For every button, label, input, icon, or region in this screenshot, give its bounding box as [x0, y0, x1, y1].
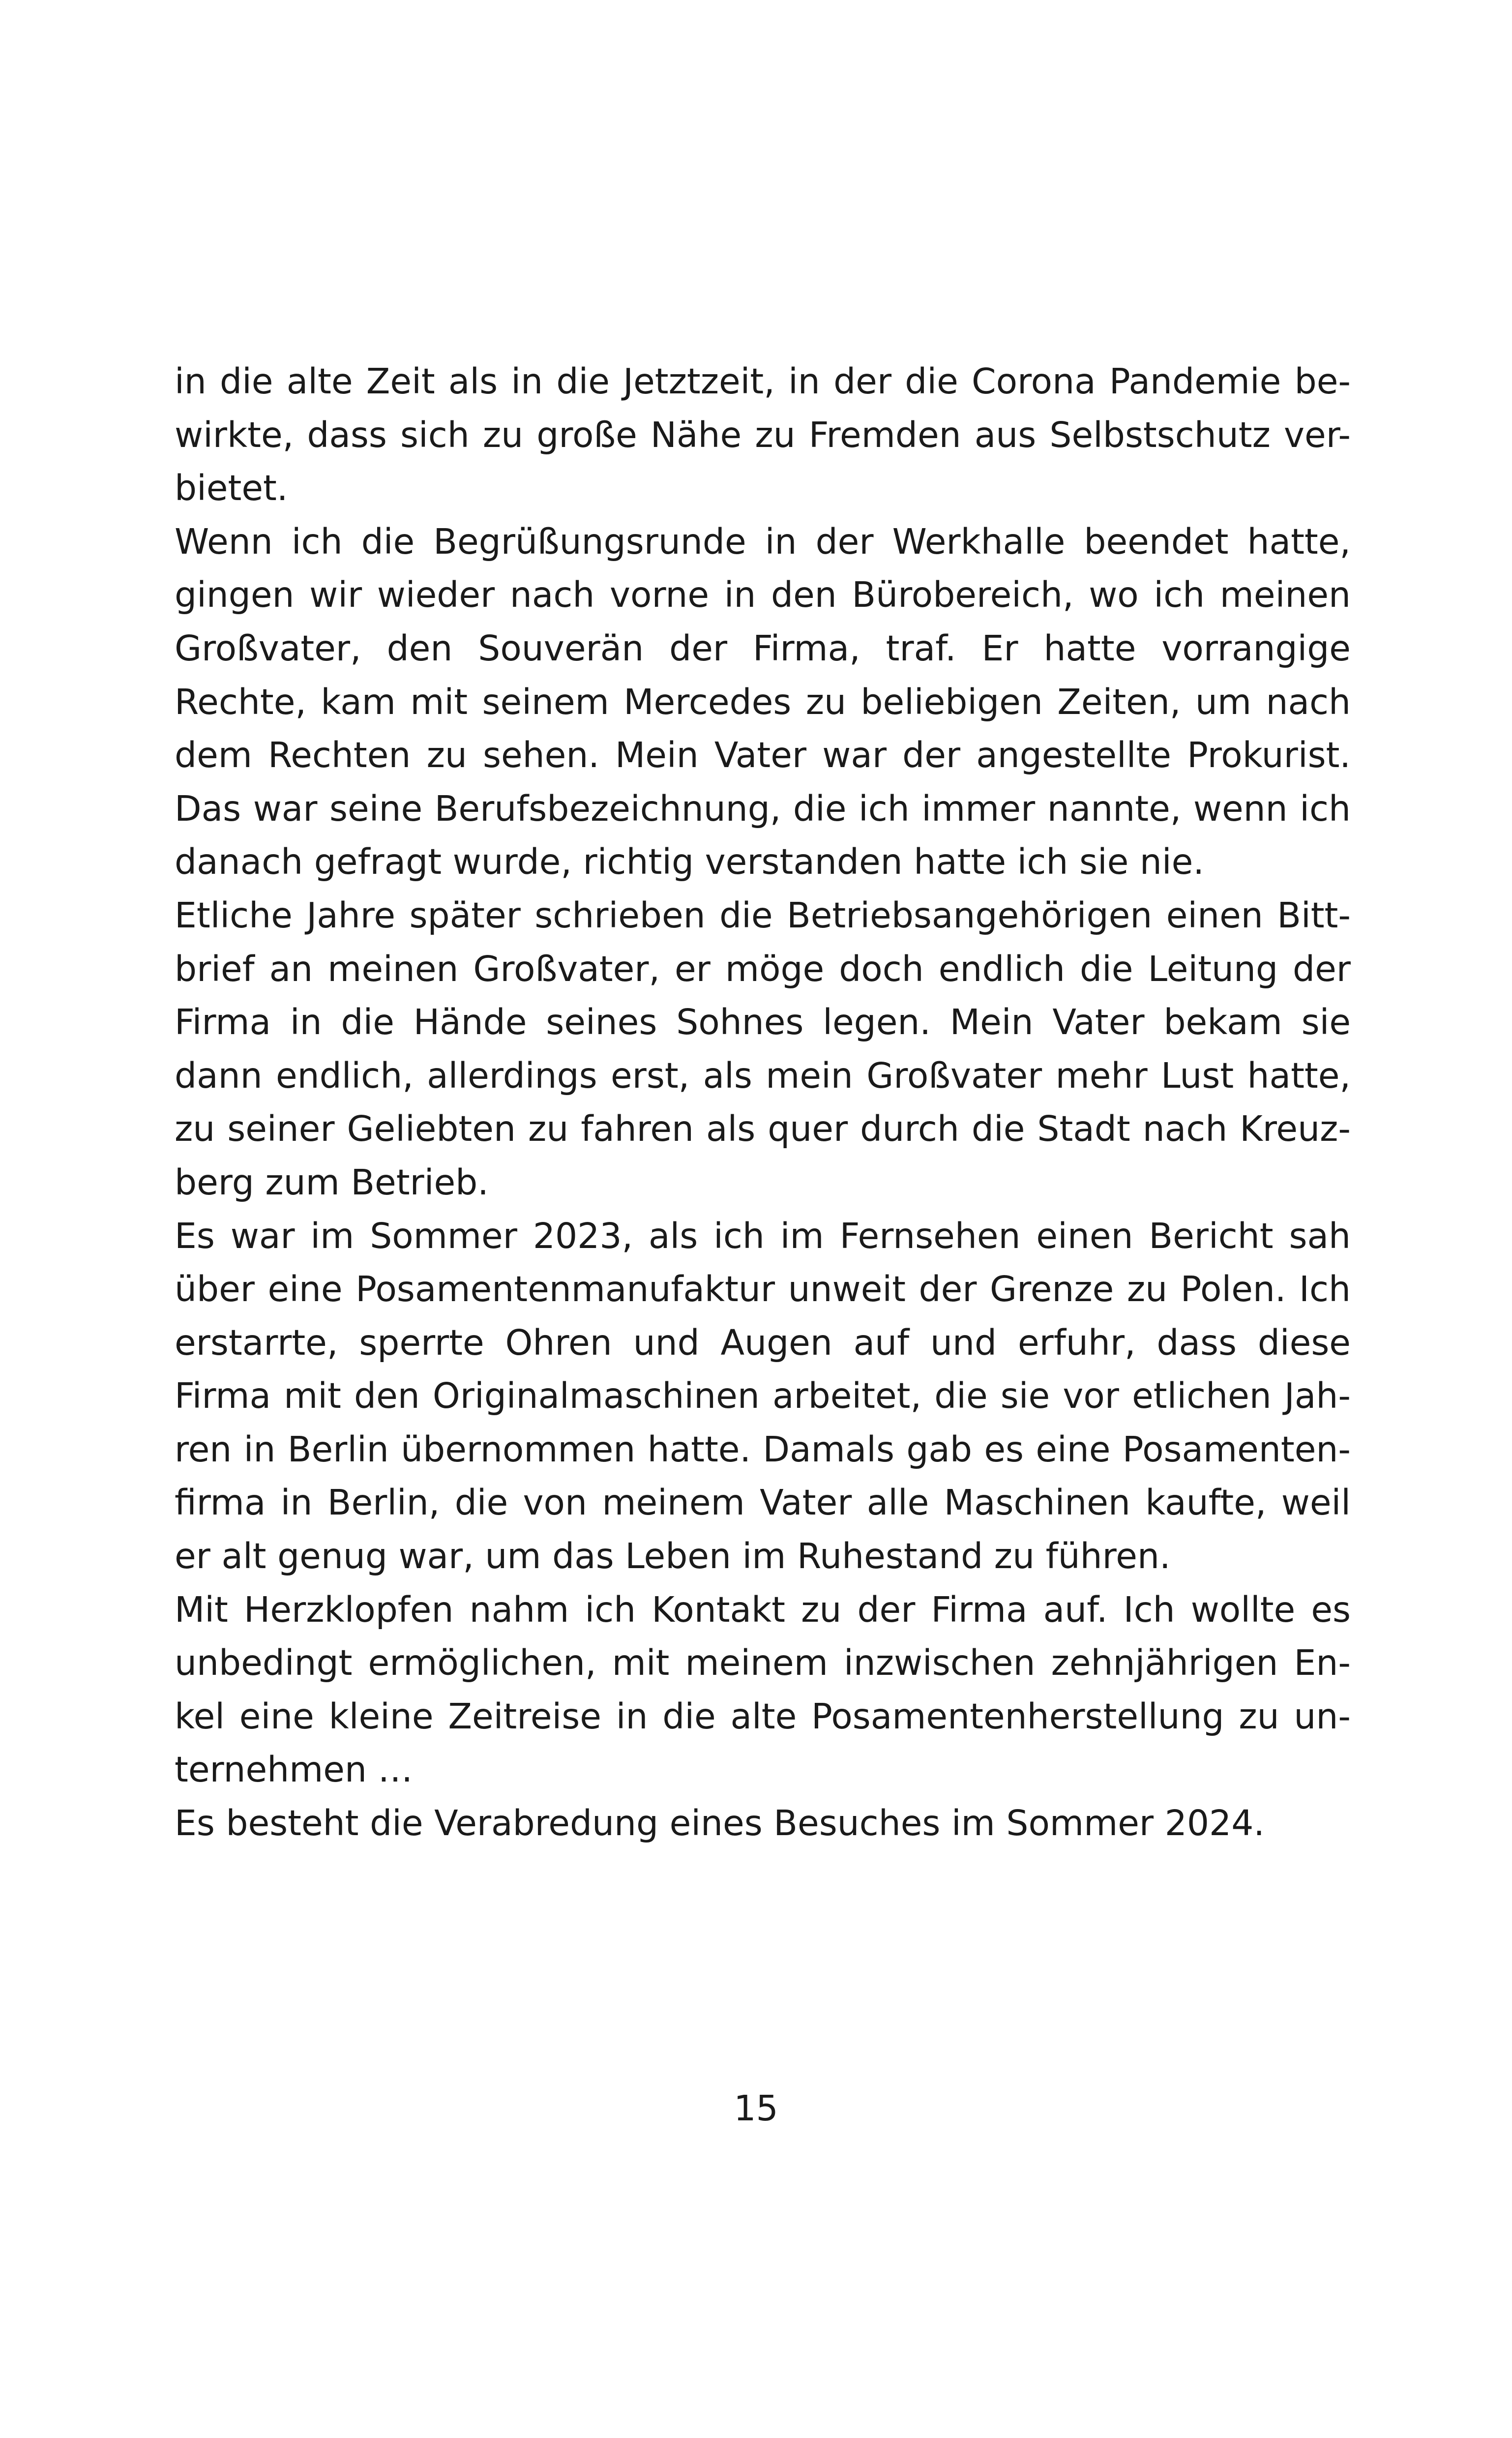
text-line: Wenn ich die Begrüßungsrunde in der Werkhalle beendet hatte,: [175, 521, 1351, 562]
text-line: in die alte Zeit als in die Jetztzeit, in der die Corona Pandemie be-: [175, 361, 1351, 402]
text-line: bietet.: [175, 468, 288, 509]
text-line: ren in Berlin übernommen hatte. Damals gab es eine Posamenten-: [175, 1428, 1351, 1470]
text-line: dem Rechten zu sehen. Mein Vater war der angestellte Prokurist.: [175, 735, 1351, 776]
text-line: Etliche Jahre später schrieben die Betriebsangehörigen einen Bitt-: [175, 894, 1351, 936]
text-line: Firma mit den Originalmaschinen arbeitet, die sie vor etlichen Jah-: [175, 1375, 1351, 1417]
text-line: danach gefragt wurde, richtig verstanden hatte ich sie nie.: [175, 841, 1204, 883]
text-line: er alt genug war, um das Leben im Ruhestand zu führen.: [175, 1536, 1171, 1577]
text-line: über eine Posamentenmanufaktur unweit der Grenze zu Polen. Ich: [175, 1269, 1351, 1310]
text-line: firma in Berlin, die von meinem Vater alle Maschinen kaufte, weil: [175, 1482, 1351, 1523]
body-text: [175, 355, 1351, 1850]
page-number: 15: [734, 2088, 778, 2129]
text-line: erstarrte, sperrte Ohren und Augen auf und erfuhr, dass diese: [175, 1322, 1351, 1363]
text-line: unbedingt ermöglichen, mit meinem inzwischen zehnjährigen En-: [175, 1642, 1351, 1684]
text-line: Es war im Sommer 2023, als ich im Fernsehen einen Bericht sah: [175, 1215, 1351, 1256]
text-line: gingen wir wieder nach vorne in den Bürobereich, wo ich meinen: [175, 574, 1351, 616]
text-line: Großvater, den Souverän der Firma, traf. Er hatte vorrangige: [175, 627, 1351, 669]
text-line: berg zum Betrieb.: [175, 1161, 489, 1203]
text-line: zu seiner Geliebten zu fahren als quer durch die Stadt nach Kreuz-: [175, 1108, 1351, 1150]
text-line: wirkte, dass sich zu große Nähe zu Fremden aus Selbstschutz ver-: [175, 414, 1351, 455]
text-line: Das war seine Berufsbezeichnung, die ich immer nannte, wenn ich: [175, 788, 1351, 829]
text-line: kel eine kleine Zeitreise in die alte Posamentenherstellung zu un-: [175, 1695, 1351, 1737]
text-line: Firma in die Hände seines Sohnes legen. Mein Vater bekam sie: [175, 1002, 1351, 1043]
text-line: brief an meinen Großvater, er möge doch endlich die Leitung der: [175, 948, 1351, 989]
text-line: ternehmen …: [175, 1749, 413, 1790]
text-line: Mit Herzklopfen nahm ich Kontakt zu der Firma auf. Ich wollte es: [175, 1589, 1351, 1630]
text-line: Es besteht die Verabredung eines Besuches im Sommer 2024.: [175, 1803, 1265, 1844]
text-line: dann endlich, allerdings erst, als mein Großvater mehr Lust hatte,: [175, 1055, 1351, 1096]
text-line: Rechte, kam mit seinem Mercedes zu beliebigen Zeiten, um nach: [175, 681, 1351, 722]
